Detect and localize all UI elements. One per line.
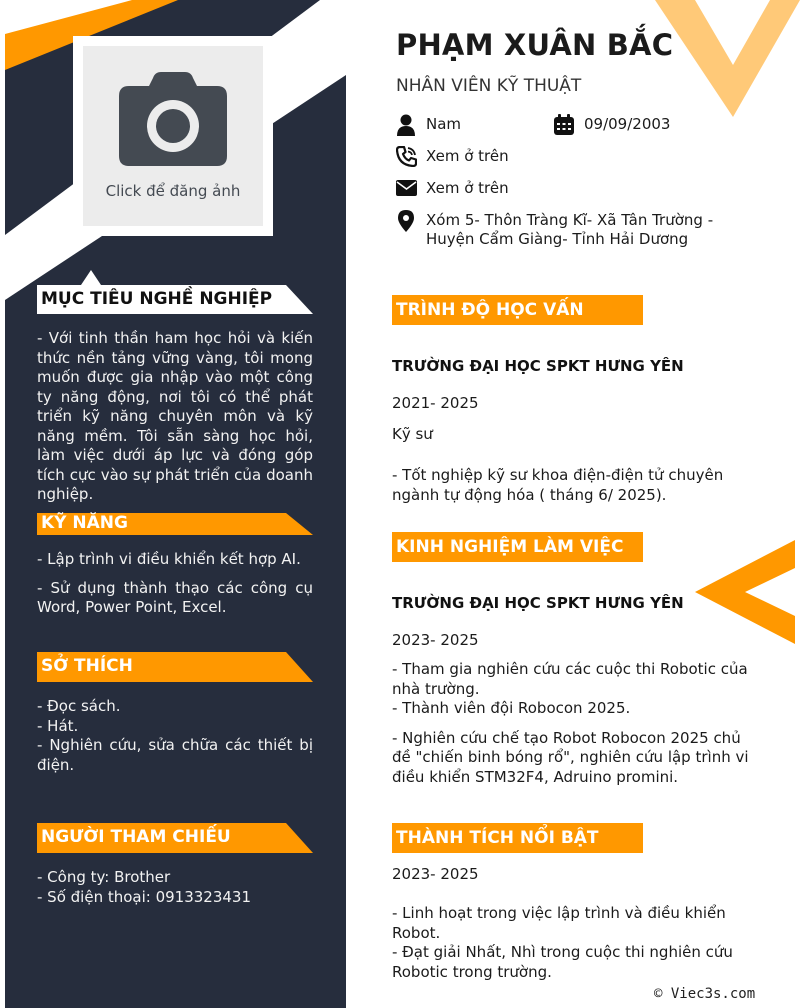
experience-item: - Thành viên đội Robocon 2025. <box>392 699 631 717</box>
objective-text: - Với tinh thần ham học hỏi và kiến thức nền tảng vững vàng, tôi mong muốn được gia nhập vào một công ty năng động, nơi tôi có thể phát triển kỹ năng chuyên môn và kỹ năng mềm. Tôi sẵn sàng học hỏi, làm việc dưới áp lực và đóng góp tích cực vào sự phát triển của doanh nghiệp. <box>37 329 313 503</box>
achievement-item: - Đạt giải Nhất, Nhì trong cuộc thi nghiên cứu Robotic trong trường. <box>392 943 733 981</box>
education-period: 2021- 2025 <box>392 394 479 412</box>
email-value: Xem ở trên <box>426 179 509 197</box>
birthday-value: 09/09/2003 <box>584 115 671 133</box>
hobby-item: - Đọc sách. <box>37 697 121 715</box>
email-icon <box>396 180 417 196</box>
objective-heading: MỤC TIÊU NGHỀ NGHIỆP <box>41 289 273 309</box>
experience-list <box>392 660 752 787</box>
experience-heading: KINH NGHIỆM LÀM VIỆC <box>392 532 643 562</box>
education-heading: TRÌNH ĐỘ HỌC VẤN <box>392 295 643 325</box>
references-heading: NGƯỜI THAM CHIẾU <box>41 827 231 847</box>
right-side-arrow <box>695 540 795 644</box>
hobbies-heading: SỞ THÍCH <box>41 656 133 676</box>
phone-value: Xem ở trên <box>426 147 509 165</box>
education-school: TRƯỜNG ĐẠI HỌC SPKT HƯNG YÊN <box>392 357 684 375</box>
reference-item: - Số điện thoại: 0913323431 <box>37 887 252 906</box>
experience-item: - Tham gia nghiên cứu các cuộc thi Robotic của nhà trường. <box>392 660 748 698</box>
hobby-item: - Hát. <box>37 716 79 735</box>
skill-item: - Lập trình vi điều khiển kết hợp AI. <box>37 550 301 568</box>
hobby-item: - Nghiên cứu, sửa chữa các thiết bị điện. <box>37 736 313 774</box>
reference-item: - Công ty: Brother <box>37 868 171 886</box>
experience-org: TRƯỜNG ĐẠI HỌC SPKT HƯNG YÊN <box>392 594 684 612</box>
location-pin-icon <box>398 210 414 232</box>
achievements-period: 2023- 2025 <box>392 865 479 883</box>
phone-icon <box>396 146 417 167</box>
photo-upload-area[interactable] <box>83 46 263 226</box>
photo-upload-label[interactable]: Click để đăng ảnh <box>105 182 241 200</box>
education-detail: - Tốt nghiệp kỹ sư khoa điện-điện tử chuyên ngành tự động hóa ( tháng 6/ 2025). <box>392 466 724 504</box>
photo-frame <box>73 36 273 236</box>
candidate-name: PHẠM XUÂN BẮC <box>396 28 674 62</box>
achievements-heading: THÀNH TÍCH NỔI BẬT <box>392 823 643 853</box>
hobbies-list <box>37 697 313 775</box>
camera-icon <box>119 72 227 166</box>
top-right-chevron <box>655 0 800 117</box>
achievements-list <box>392 904 752 982</box>
address-line-2: Huyện Cẩm Giàng- Tỉnh Hải Dương <box>426 230 689 248</box>
education-degree: Kỹ sư <box>392 425 433 443</box>
skill-item: - Sử dụng thành thạo các công cụ Word, Power Point, Excel. <box>37 578 313 616</box>
experience-item: - Nghiên cứu chế tạo Robot Robocon 2025 chủ đề "chiến binh bóng rổ", nghiên cứu lập trình vi điều khiển STM32F4, Adruino promini. <box>392 728 749 786</box>
job-title: NHÂN VIÊN KỸ THUẬT <box>396 76 582 96</box>
achievement-item: - Linh hoạt trong việc lập trình và điều khiển Robot. <box>392 904 726 942</box>
person-icon <box>397 114 415 136</box>
address-line-1: Xóm 5- Thôn Tràng Kĩ- Xã Tân Trường - <box>426 211 714 229</box>
calendar-icon <box>554 114 574 135</box>
skills-list <box>37 550 313 618</box>
skills-heading: KỸ NĂNG <box>41 513 128 533</box>
experience-period: 2023- 2025 <box>392 631 479 649</box>
gender-value: Nam <box>426 115 462 133</box>
watermark: © Viec3s.com <box>654 986 756 1002</box>
references-list <box>37 868 313 907</box>
